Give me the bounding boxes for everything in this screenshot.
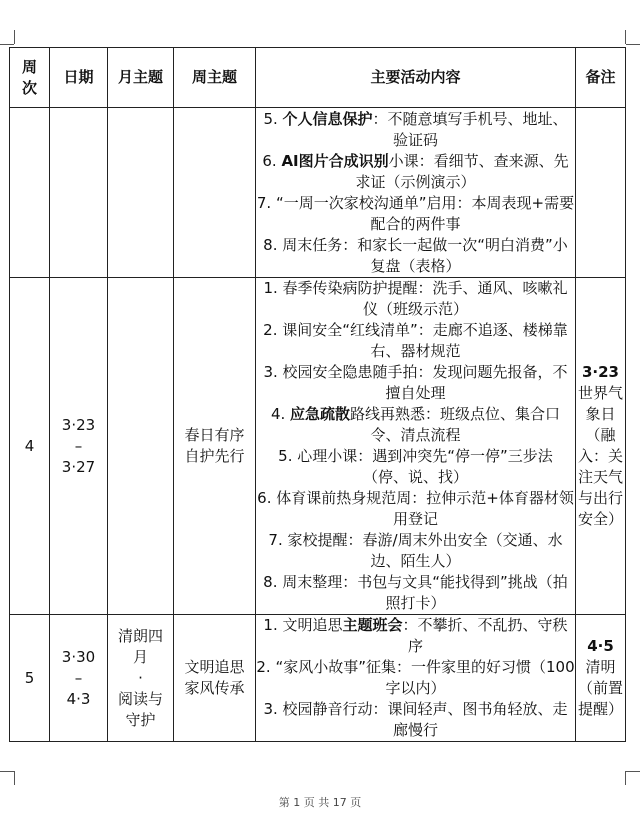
activity-item: 3. 校园静音行动：课间轻声、图书角轻放、走廊慢行 [263, 700, 568, 739]
header-date: 日期 [50, 48, 108, 108]
activity-item: 5. 个人信息保护：不随意填写手机号、地址、验证码 [263, 109, 568, 149]
crop-mark [625, 30, 626, 44]
date-end: 3·27 [61, 457, 96, 476]
page-footer: 第 1 页 共 17 页 [278, 796, 362, 809]
month-theme-line1: 清朗四月 [117, 626, 163, 666]
crop-mark [0, 44, 14, 45]
activity-item: 8. 周末整理：书包与文具“能找得到”挑战（拍照打卡） [263, 573, 568, 612]
activity-item: 6. AI图片合成识别小课：看细节、查来源、先求证（示例演示） [262, 151, 569, 191]
cell-date [50, 615, 108, 742]
note-text: 世界气象日（融入：关注天气与出行安全） [577, 384, 623, 528]
cell-week-theme [174, 108, 256, 278]
note-date: 3·23 [581, 363, 619, 381]
cell-activities [256, 615, 576, 742]
cell-month-theme [108, 278, 174, 615]
activity-item: 8. 周末任务：和家长一起做一次“明白消费”小复盘（表格） [263, 235, 568, 275]
table-row-week-4 [10, 278, 626, 615]
cell-month-theme [108, 615, 174, 742]
cell-date [50, 108, 108, 278]
activity-item: 7. 家校提醒：春游/周末外出安全（交通、水边、陌生人） [268, 531, 563, 570]
header-activities: 主要活动内容 [256, 48, 576, 108]
cell-week-theme: 春日有序自护先行 [174, 278, 256, 615]
date-dash: – [74, 668, 83, 687]
table-header-row [10, 48, 626, 108]
cell-activities [256, 108, 576, 278]
table-row-week-5 [10, 615, 626, 742]
cell-notes [576, 278, 626, 615]
crop-mark [0, 771, 14, 772]
activity-item: 2. 课间安全“红线清单”：走廊不追逐、楼梯靠右、器材规范 [263, 321, 568, 360]
date-start: 3·23 [61, 415, 96, 434]
activity-item: 4. 应急疏散路线再熟悉：班级点位、集合口令、清点流程 [270, 405, 561, 444]
activity-item: 1. 文明追思主题班会：不攀折、不乱扔、守秩序 [263, 616, 568, 655]
activity-item: 7. “一周一次家校沟通单”启用：本周表现+需要配合的两件事 [256, 193, 575, 233]
cell-week: 5 [10, 615, 50, 742]
note-text: 清明（前置提醒） [577, 658, 623, 718]
table-row-continued [10, 108, 626, 278]
date-dash: – [74, 436, 83, 455]
schedule-table [9, 47, 626, 742]
month-theme-dot: · [138, 668, 143, 687]
cell-week: 4 [10, 278, 50, 615]
note-date: 4·5 [587, 637, 614, 655]
crop-mark [626, 771, 640, 772]
date-start: 3·30 [61, 647, 96, 666]
month-theme-line2: 阅读与守护 [117, 689, 163, 729]
crop-mark [626, 44, 640, 45]
cell-month-theme [108, 108, 174, 278]
cell-notes [576, 615, 626, 742]
activity-item: 3. 校园安全隐患随手拍：发现问题先报备，不擅自处理 [263, 363, 568, 402]
activity-item: 6. 体育课前热身规范周：拉伸示范+体育器材领用登记 [257, 489, 574, 528]
cell-week-theme: 文明追思家风传承 [174, 615, 256, 742]
crop-mark [14, 30, 15, 44]
header-week-theme: 周主题 [174, 48, 256, 108]
activity-item: 2. “家风小故事”征集：一件家里的好习惯（100字以内） [256, 658, 575, 697]
header-month-theme: 月主题 [108, 48, 174, 108]
cell-week [10, 108, 50, 278]
cell-date [50, 278, 108, 615]
header-week: 周次 [10, 48, 50, 108]
crop-mark [14, 771, 15, 785]
header-notes: 备注 [576, 48, 626, 108]
activity-item: 5. 心理小课：遇到冲突先“停一停”三步法（停、说、找） [278, 447, 553, 486]
activity-item: 1. 春季传染病防护提醒：洗手、通风、咳嗽礼仪（班级示范） [263, 279, 568, 318]
cell-activities [256, 278, 576, 615]
cell-notes [576, 108, 626, 278]
crop-mark [625, 771, 626, 785]
date-end: 4·3 [66, 689, 91, 708]
